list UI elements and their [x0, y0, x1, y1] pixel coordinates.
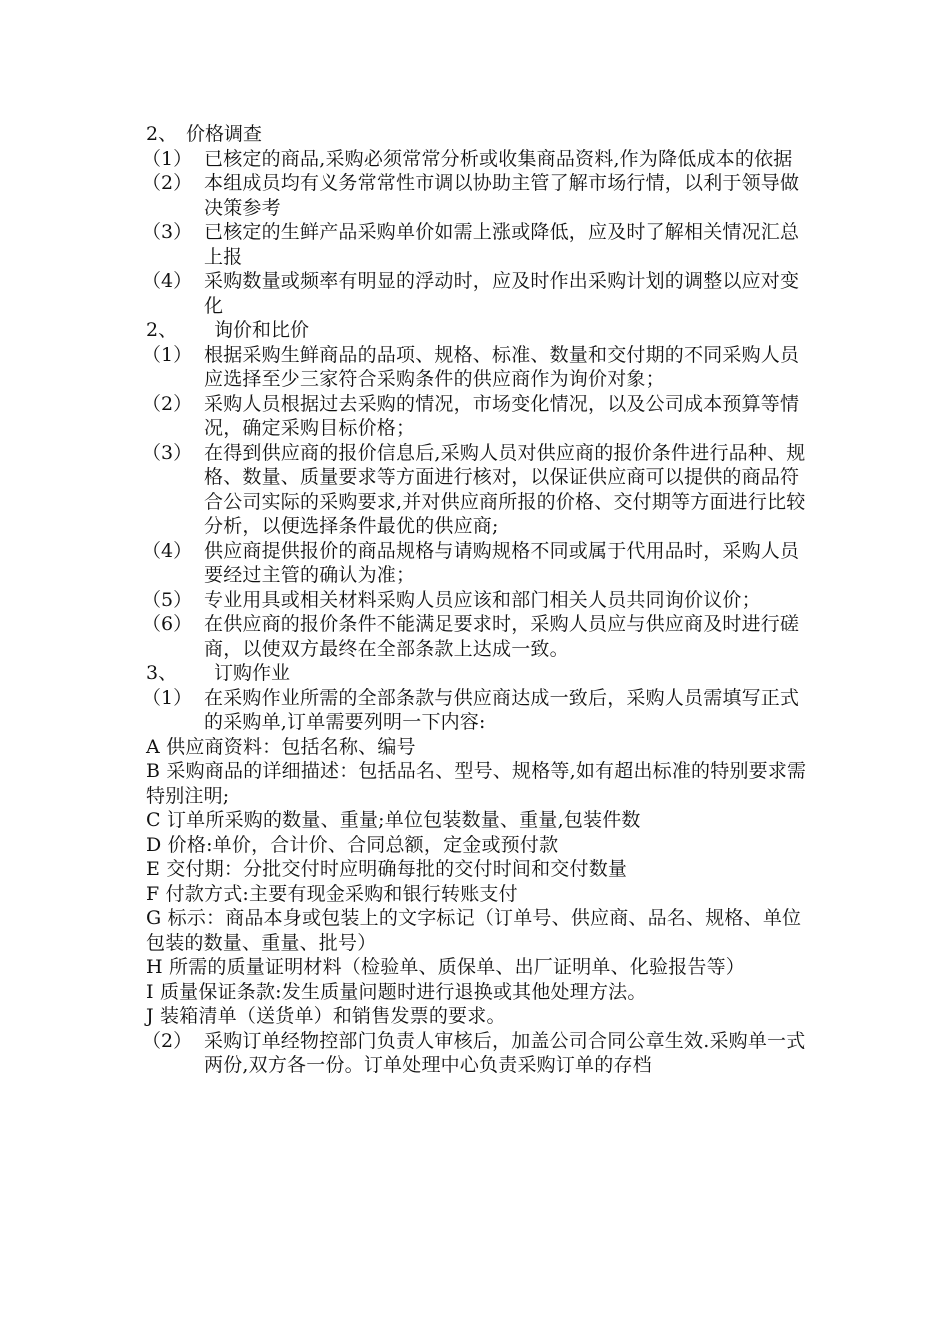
list-item	[142, 269, 816, 318]
item-text: 采购订单经物控部门负责人审核后，加盖公司合同公章生效.采购单一式两份,双方各一份。订单处理中心负责采购订单的存档	[204, 1029, 806, 1076]
order-field-e: E 交付期：分批交付时应明确每批的交付时间和交付数量	[146, 858, 628, 880]
order-field-a: A 供应商资料：包括名称、编号	[146, 735, 416, 758]
order-field-h: H 所需的质量证明材料（检验单、质保单、出厂证明单、化验报告等）	[146, 956, 746, 978]
list-item	[142, 441, 816, 539]
list-item	[142, 539, 816, 588]
order-field-d: D 价格:单价，合计价、合同总额，定金或预付款	[146, 833, 559, 856]
section-number: 2、	[146, 123, 178, 145]
section-title: 价格调查	[186, 123, 263, 145]
list-item	[142, 588, 816, 613]
item-text: 采购数量或频率有明显的浮动时，应及时作出采购计划的调整以应对变化	[204, 270, 800, 317]
section-title: 询价和比价	[214, 319, 310, 341]
list-item	[142, 392, 816, 441]
item-marker: （1）	[142, 343, 193, 366]
item-marker: （2）	[142, 172, 193, 194]
section-number: 3、	[146, 662, 178, 684]
document-body	[142, 122, 816, 1078]
order-field-f: F 付款方式:主要有现金采购和银行转账支付	[146, 882, 518, 905]
item-marker: （5）	[142, 588, 193, 611]
item-text: 本组成员均有义务常常性市调以协助主管了解市场行情，以利于领导做决策参考	[204, 172, 800, 219]
item-text: 根据采购生鲜商品的品项、规格、标准、数量和交付期的不同采购人员应选择至少三家符合采购条件的供应商作为询价对象；	[204, 343, 800, 390]
order-field-g: G 标示：商品本身或包装上的文字标记（订单号、供应商、品名、规格、单位包装的数量、重量、批号）	[146, 907, 802, 954]
order-field-c: C 订单所采购的数量、重量;单位包装数量、重量,包装件数	[146, 809, 641, 831]
section-number: 2、	[146, 319, 178, 341]
list-item	[142, 220, 816, 269]
item-text: 已核定的生鲜产品采购单价如需上涨或降低，应及时了解相关情况汇总上报	[204, 221, 800, 268]
list-item	[142, 343, 816, 392]
section-heading-inquiry	[146, 318, 816, 343]
item-marker: （6）	[142, 613, 193, 635]
item-text: 在供应商的报价条件不能满足要求时，采购人员应与供应商及时进行磋商，以使双方最终在全部条款上达成一致。	[204, 613, 800, 660]
list-item	[142, 612, 816, 661]
item-text: 采购人员根据过去采购的情况，市场变化情况，以及公司成本预算等情况，确定采购目标价格；	[204, 392, 800, 439]
list-item	[142, 1029, 816, 1078]
item-text: 在采购作业所需的全部条款与供应商达成一致后，采购人员需填写正式的采购单,订单需要列明一下内容:	[204, 686, 800, 733]
item-text: 已核定的商品,采购必须常常分析或收集商品资料,作为降低成本的依据	[204, 147, 793, 170]
item-text: 专业用具或相关材料采购人员应该和部门相关人员共同询价议价；	[204, 588, 761, 611]
item-marker: （1）	[142, 147, 193, 170]
item-marker: （4）	[142, 539, 193, 562]
order-field-i: I 质量保证条款:发生质量问题时进行退换或其他处理方法。	[146, 980, 647, 1003]
section-heading-ordering	[146, 661, 816, 686]
list-item	[142, 686, 816, 735]
item-marker: （3）	[142, 221, 193, 243]
item-marker: （2）	[142, 392, 193, 415]
order-field-b: B 采购商品的详细描述：包括品名、型号、规格等,如有超出标准的特别要求需特别注明;	[146, 760, 807, 807]
section-heading-price-survey	[146, 122, 816, 147]
item-marker: （1）	[142, 686, 193, 709]
item-marker: （2）	[142, 1029, 193, 1052]
order-field-j: J 装箱清单（送货单）和销售发票的要求。	[146, 1005, 506, 1027]
item-marker: （3）	[142, 441, 193, 464]
list-item	[142, 147, 816, 172]
list-item	[142, 171, 816, 220]
item-text: 在得到供应商的报价信息后,采购人员对供应商的报价条件进行品种、规格、数量、质量要求等方面进行核对，以保证供应商可以提供的商品符合公司实际的采购要求,并对供应商所报的价格、交付期等方面进行比较分析，以便选择条件最优的供应商;	[204, 441, 806, 537]
section-title: 订购作业	[214, 662, 291, 684]
item-marker: （4）	[142, 270, 193, 292]
item-text: 供应商提供报价的商品规格与请购规格不同或属于代用品时，采购人员要经过主管的确认为准；	[204, 539, 800, 586]
